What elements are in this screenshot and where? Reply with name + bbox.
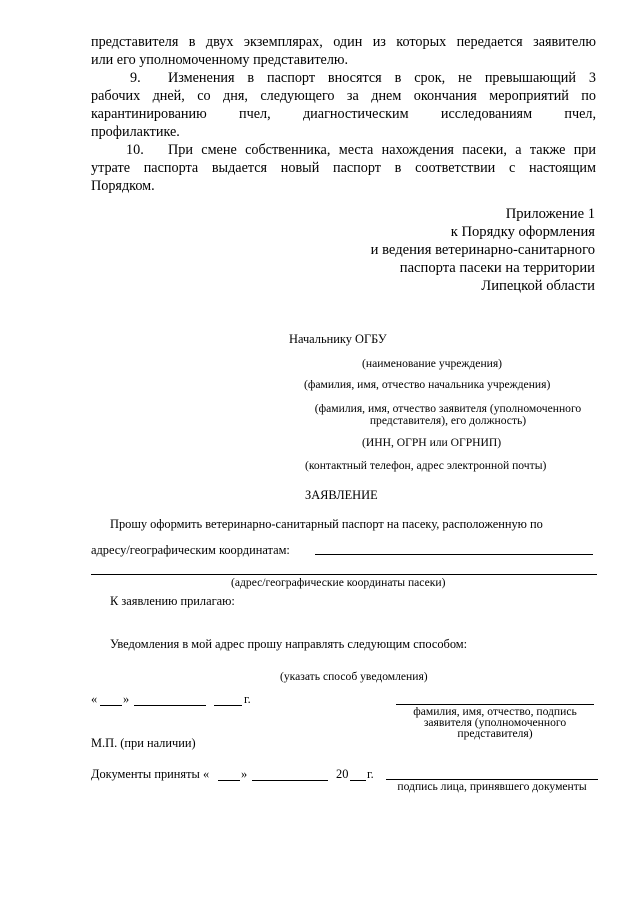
stamp-label: М.П. (при наличии) (91, 736, 196, 750)
page-title: ЗАЯВЛЕНИЕ (305, 488, 378, 502)
notify-label: Уведомления в мой адрес прошу направлять следующим способом: (110, 637, 468, 651)
signature-hint-line-1: фамилия, имя, отчество, подпись (413, 705, 577, 718)
paragraph-10-line-1: При смене собственника, места нахождения пасеки, а также при (168, 142, 596, 158)
hint-head-name: (фамилия, имя, отчество начальника учреждения) (304, 378, 551, 391)
accepted-close-quote: » (241, 767, 248, 781)
accepted-month-field[interactable] (252, 780, 328, 781)
date-month-field[interactable] (134, 705, 206, 706)
paragraph-9-line-2: рабочих дней, со дня, следующего за днем окончания мероприятий по (91, 88, 596, 104)
accepted-year-prefix: 20 (336, 767, 349, 781)
appendix-line-5: Липецкой области (481, 278, 595, 294)
request-line-2: адресу/географическим координатам: (91, 543, 290, 557)
paragraph-10-line-2: утрате паспорта выдается новый паспорт в соответствии с настоящим (91, 160, 596, 176)
paragraph-8-line-2: или его уполномоченному представителю. (91, 52, 349, 68)
date-year-field[interactable] (214, 705, 242, 706)
date-day-field[interactable] (100, 705, 122, 706)
paragraph-8-line-1: представителя в двух экземплярах, один из которых передается заявителю (91, 34, 596, 50)
accepted-prefix: Документы приняты « (91, 767, 210, 781)
accepted-hint: подпись лица, принявшего документы (397, 780, 587, 793)
paragraph-9-line-4: профилактике. (91, 124, 180, 140)
paragraph-9-number: 9. (130, 70, 141, 86)
hint-contacts: (контактный телефон, адрес электронной почты) (305, 459, 547, 472)
hint-applicant-line-2: представителя), его должность) (369, 414, 527, 427)
date-year-suffix: г. (244, 692, 251, 706)
request-line-1: Прошу оформить ветеринарно-санитарный паспорт на пасеку, расположенную по (110, 517, 543, 531)
accepted-day-field[interactable] (218, 780, 240, 781)
signature-hint-line-2: заявителя (уполномоченного (423, 716, 567, 729)
paragraph-9-line-1: Изменения в паспорт вносятся в срок, не превышающий 3 (168, 70, 596, 86)
appendix-line-2: к Порядку оформления (450, 224, 595, 240)
appendix-line-1: Приложение 1 (505, 206, 595, 222)
paragraph-10-line-3: Порядком. (91, 178, 155, 194)
paragraph-9-line-3: карантинированию пчел, диагностическим исследованиям пчел, (91, 106, 596, 122)
date-open-quote: « (91, 692, 98, 706)
appendix-line-4: паспорта пасеки на территории (399, 260, 595, 276)
attachments-label: К заявлению прилагаю: (110, 594, 235, 608)
paragraph-10-number: 10. (126, 142, 144, 158)
address-input-line-full[interactable] (91, 574, 597, 575)
hint-address: (адрес/географические координаты пасеки) (231, 576, 446, 589)
accepted-year-suffix: г. (367, 767, 374, 781)
accepted-year-field[interactable] (350, 780, 366, 781)
appendix-line-3: и ведения ветеринарно-санитарного (370, 242, 595, 258)
addressee: Начальнику ОГБУ (289, 332, 387, 346)
hint-institution: (наименование учреждения) (362, 357, 503, 370)
hint-notify: (указать способ уведомления) (280, 670, 428, 683)
date-close-quote: » (123, 692, 130, 706)
hint-ids: (ИНН, ОГРН или ОГРНИП) (362, 436, 502, 449)
signature-hint-line-3: представителя) (457, 727, 533, 740)
hint-applicant-line-1: (фамилия, имя, отчество заявителя (уполномоченного (314, 402, 582, 415)
address-input-line[interactable] (315, 554, 593, 555)
